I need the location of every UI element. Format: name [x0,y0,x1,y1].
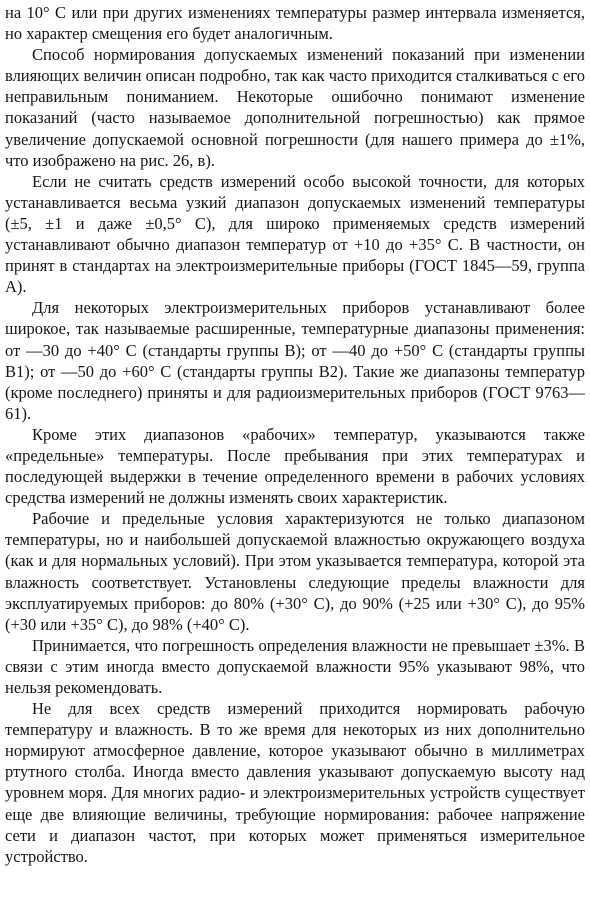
paragraph-temperature-range: Если не считать средств измерений особо высокой точности, для которых устанавливается весьма узкий диапазон допускаемых изменений температуры (±5, ±1 и даже ±0,5° С), для широко применяемых средств измерений устанавливают обычно диапазон температур от +10 до +35° С. В частности, он принят в стандартах на электроизмерительные приборы (ГОСТ 1845—59, группа А). [5,171,585,297]
paragraph-normalization-method: Способ нормирования допускаемых изменений показаний при изменении влияющих величин описан подробно, так как часто приходится сталкиваться с его неправильным пониманием. Некоторые ошибочно понимают изменение показаний (часто называемое дополнительной погрешностью) как прямое увеличение допускаемой основной погрешности (для нашего примера до ±1%, что изображено на рис. 26, в). [5,45,585,170]
paragraph-humidity-error: Принимается, что погрешность определения влажности не превышает ±3%. В связи с этим иногда вместо допускаемой влажности 95% указывают 98%, что нельзя рекомендовать. [5,635,585,697]
paragraph-extended-ranges: Для некоторых электроизмерительных приборов устанавливают более широкое, так называемые расширенные, температурные диапазоны применения: от —30 до +40° С (стандарты группы В); от —40 до +50° С (стандарты группы В1); от —50 до +60° С (стандарты группы В2). Такие же диапазоны температур (кроме последнего) приняты и для радиоизмерительных приборов (ГОСТ 9763—61). [5,298,585,423]
paragraph-other-influences: Не для всех средств измерений приходится нормировать рабочую температуру и влажность. В то же время для некоторых из них дополнительно нормируют атмосферное давление, которое указывают обычно в миллиметрах ртутного столба. Иногда вместо давления указывают допускаемую высоту над уровнем моря. Для многих радио- и электроизмерительных устройств существует еще две влияющие величины, требующие нормирования: рабочее напряжение сети и диапазон частот, при которых может применяться измерительное устройство. [5,699,585,866]
paragraph-limit-temperatures: Кроме этих диапазонов «рабочих» температур, указываются также «предельные» температуры. После пребывания при этих температурах и последующей выдержки в течение определенного времени в рабочих условиях средства измерений не должны изменять своих характеристик. [5,424,585,508]
paragraph-humidity-limits: Рабочие и предельные условия характеризуются не только диапазоном температуры, но и наибольшей допускаемой влажностью окружающего воздуха (как и для нормальных условий). При этом указывается температура, которой эта влажность соответствует. Установлены следующие пределы влажности для эксплуатируемых приборов: до 80% (+30° С), до 90% (+25 или +30° С), до 95% (+30 или +35° С), до 98% (+40° С). [5,509,585,634]
paragraph-continuation: на 10° С или при других изменениях температуры размер интервала изменяется, но характер смещения его будет аналогичным. [5,3,585,44]
